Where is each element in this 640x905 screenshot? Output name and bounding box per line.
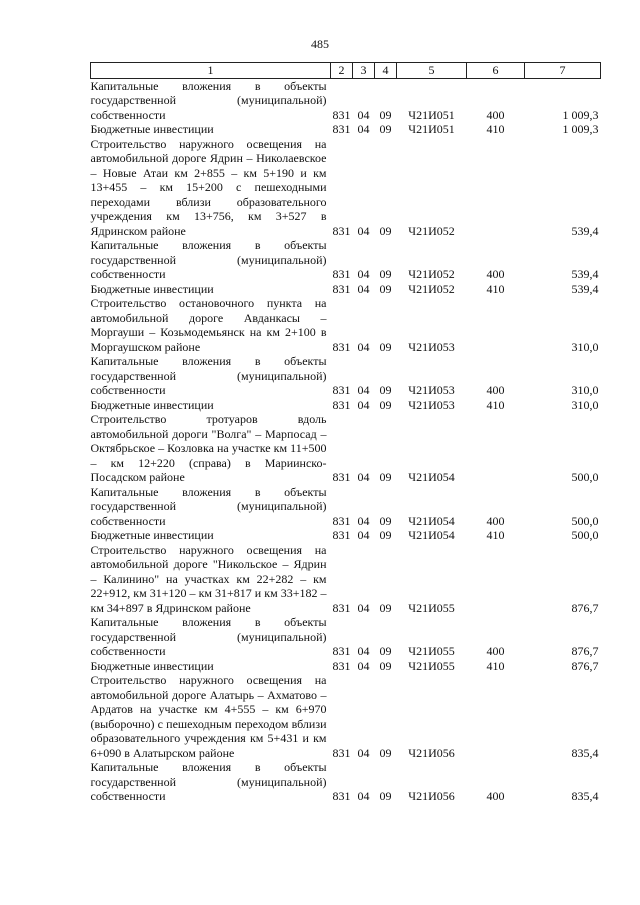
row-target-item: Ч21И053 (408, 397, 455, 412)
row-amount: 539,4 (571, 281, 599, 296)
row-target-item: Ч21И051 (408, 107, 455, 122)
table-row (91, 354, 601, 398)
row-subsection: 09 (379, 600, 392, 615)
row-amount: 539,4 (571, 223, 599, 238)
row-name: Бюджетные инвестиции (90, 122, 214, 136)
row-section: 04 (357, 107, 370, 122)
row-grbs: 831 (332, 339, 351, 354)
table-row (91, 760, 601, 804)
row-subsection: 09 (379, 383, 392, 397)
row-amount: 876,7 (571, 658, 599, 673)
row-target-item: Ч21И052 (408, 267, 455, 281)
table-row (91, 543, 601, 616)
row-amount: 500,0 (571, 528, 599, 542)
row-subsection: 09 (379, 223, 392, 238)
row-amount: 1 009,3 (562, 122, 599, 136)
page-number: 485 (311, 37, 329, 51)
row-grbs: 831 (332, 397, 351, 412)
row-subsection: 09 (379, 658, 392, 673)
row-grbs: 831 (332, 513, 351, 528)
row-target-item: Ч21И056 (408, 745, 455, 760)
row-subsection: 09 (379, 397, 392, 412)
row-target-item: Ч21И055 (408, 644, 455, 658)
row-name: Строительство наружного освещения на автомобильной дороге "Никольское – Ядрин – Калинино" на участках км 22+282 – км 22+912, км 31+120 – км 31+817 и км 33+182 – км 34+897 в Ядринском районе (90, 542, 327, 615)
row-section: 04 (357, 397, 370, 412)
table-body (91, 78, 601, 804)
row-amount: 876,7 (571, 600, 599, 615)
row-expense-type (467, 412, 525, 485)
row-section: 04 (357, 789, 370, 803)
row-section: 04 (357, 644, 370, 658)
row-name: Капитальные вложения в объекты государственной (муниципальной) собственности (90, 760, 327, 803)
row-name: Строительство остановочного пункта на автомобильной дороге Авданкасы – Моргауши – Козьмодемьянск на км 2+100 в Моргаушском районе (90, 296, 327, 354)
table-row (91, 412, 601, 485)
row-subsection: 09 (379, 513, 392, 528)
row-expense-type: 410 (486, 281, 505, 296)
row-grbs: 831 (332, 122, 351, 136)
row-grbs: 831 (332, 281, 351, 296)
col-header-amount: 7 (525, 63, 601, 79)
table-header (91, 63, 601, 79)
row-name: Капитальные вложения в объекты государственной (муниципальной) собственности (90, 78, 327, 122)
row-name: Строительство тротуаров вдоль автомобильной дороги "Волга" – Марпосад – Октябрьское – Козловка на участке км 11+500 – км 12+220 (справа) в Мариинско-Посадском районе (90, 412, 327, 484)
row-target-item: Ч21И053 (408, 383, 455, 397)
row-section: 04 (357, 528, 370, 542)
row-expense-type: 400 (486, 267, 505, 281)
row-expense-type (467, 137, 525, 239)
row-expense-type: 410 (486, 397, 505, 412)
row-target-item: Ч21И052 (408, 281, 455, 296)
row-amount: 1 009,3 (562, 107, 599, 122)
table-row (91, 238, 601, 282)
row-section: 04 (357, 383, 370, 397)
row-section: 04 (357, 470, 370, 484)
row-subsection: 09 (379, 528, 392, 542)
row-subsection: 09 (379, 745, 392, 760)
row-grbs: 831 (332, 223, 351, 238)
row-expense-type: 400 (486, 644, 505, 658)
row-target-item: Ч21И054 (408, 470, 455, 484)
row-expense-type: 400 (486, 383, 505, 397)
col-header-name: 1 (91, 63, 331, 79)
row-expense-type: 400 (486, 789, 505, 803)
row-name: Капитальные вложения в объекты государственной (муниципальной) собственности (90, 615, 327, 658)
table-row (91, 122, 601, 137)
row-name: Бюджетные инвестиции (90, 528, 214, 542)
row-subsection: 09 (379, 267, 392, 281)
table-row (91, 78, 601, 122)
col-header-subsection: 4 (375, 63, 397, 79)
row-section: 04 (357, 281, 370, 296)
row-name: Капитальные вложения в объекты государственной (муниципальной) собственности (90, 354, 327, 397)
row-section: 04 (357, 122, 370, 136)
row-name: Капитальные вложения в объекты государственной (муниципальной) собственности (90, 484, 327, 528)
table-row (91, 282, 601, 297)
row-amount: 835,4 (571, 745, 599, 760)
row-grbs: 831 (332, 658, 351, 673)
row-target-item: Ч21И056 (408, 789, 455, 803)
col-header-target-item: 5 (397, 63, 467, 79)
row-expense-type (467, 296, 525, 354)
table-row (91, 137, 601, 239)
row-name: Бюджетные инвестиции (90, 281, 214, 296)
row-section: 04 (357, 658, 370, 673)
row-target-item: Ч21И051 (408, 122, 455, 136)
row-amount: 876,7 (571, 644, 599, 658)
row-subsection: 09 (379, 339, 392, 354)
row-subsection: 09 (379, 122, 392, 136)
col-header-grbs: 2 (331, 63, 353, 79)
row-name: Капитальные вложения в объекты государственной (муниципальной) собственности (90, 238, 327, 281)
row-section: 04 (357, 267, 370, 281)
row-section: 04 (357, 745, 370, 760)
row-grbs: 831 (332, 789, 351, 803)
row-amount: 835,4 (571, 789, 599, 803)
row-section: 04 (357, 339, 370, 354)
row-subsection: 09 (379, 789, 392, 803)
row-amount: 310,0 (571, 397, 599, 412)
row-grbs: 831 (332, 470, 351, 484)
row-grbs: 831 (332, 528, 351, 542)
table-row (91, 673, 601, 760)
row-subsection: 09 (379, 107, 392, 122)
row-name: Строительство наружного освещения на автомобильной дороге Ядрин – Николаевское – Новые Атаи км 2+855 – км 5+190 и км 13+455 – км 15+200 с пешеходными переходами вблизи образовательного учреждения км 13+756, км 3+527 в Ядринском районе (90, 136, 327, 238)
row-name: Бюджетные инвестиции (90, 397, 214, 412)
table-row (91, 398, 601, 413)
row-grbs: 831 (332, 107, 351, 122)
row-amount: 310,0 (571, 383, 599, 397)
row-expense-type: 410 (486, 122, 505, 136)
row-name: Строительство наружного освещения на автомобильной дороге Алатырь – Ахматово – Ардатов на участке км 4+555 – км 6+970 (выборочно) с пешеходным переходом вблизи образовательного учреждения км 5+431 и км 6+090 в Алатырском районе (90, 673, 327, 760)
row-grbs: 831 (332, 267, 351, 281)
row-expense-type: 400 (486, 107, 505, 122)
table-row (91, 528, 601, 543)
row-subsection: 09 (379, 644, 392, 658)
row-amount: 500,0 (571, 470, 599, 484)
table-row (91, 659, 601, 674)
row-section: 04 (357, 223, 370, 238)
row-target-item: Ч21И055 (408, 600, 455, 615)
table-row (91, 485, 601, 529)
row-name: Бюджетные инвестиции (90, 658, 214, 673)
row-expense-type (467, 673, 525, 760)
row-target-item: Ч21И053 (408, 339, 455, 354)
row-grbs: 831 (332, 745, 351, 760)
row-expense-type: 400 (486, 513, 505, 528)
row-amount: 539,4 (571, 267, 599, 281)
table-row (91, 615, 601, 659)
row-target-item: Ч21И054 (408, 528, 455, 542)
row-grbs: 831 (332, 644, 351, 658)
row-target-item: Ч21И054 (408, 513, 455, 528)
row-target-item: Ч21И055 (408, 658, 455, 673)
col-header-section: 3 (353, 63, 375, 79)
table-row (91, 296, 601, 354)
row-grbs: 831 (332, 383, 351, 397)
row-subsection: 09 (379, 470, 392, 484)
row-amount: 310,0 (571, 339, 599, 354)
row-expense-type (467, 543, 525, 616)
row-section: 04 (357, 600, 370, 615)
row-section: 04 (357, 513, 370, 528)
row-subsection: 09 (379, 281, 392, 296)
col-header-expense-type: 6 (467, 63, 525, 79)
row-grbs: 831 (332, 600, 351, 615)
row-amount: 500,0 (571, 513, 599, 528)
row-expense-type: 410 (486, 658, 505, 673)
row-target-item: Ч21И052 (408, 223, 455, 238)
budget-table (90, 62, 601, 804)
row-expense-type: 410 (486, 528, 505, 542)
